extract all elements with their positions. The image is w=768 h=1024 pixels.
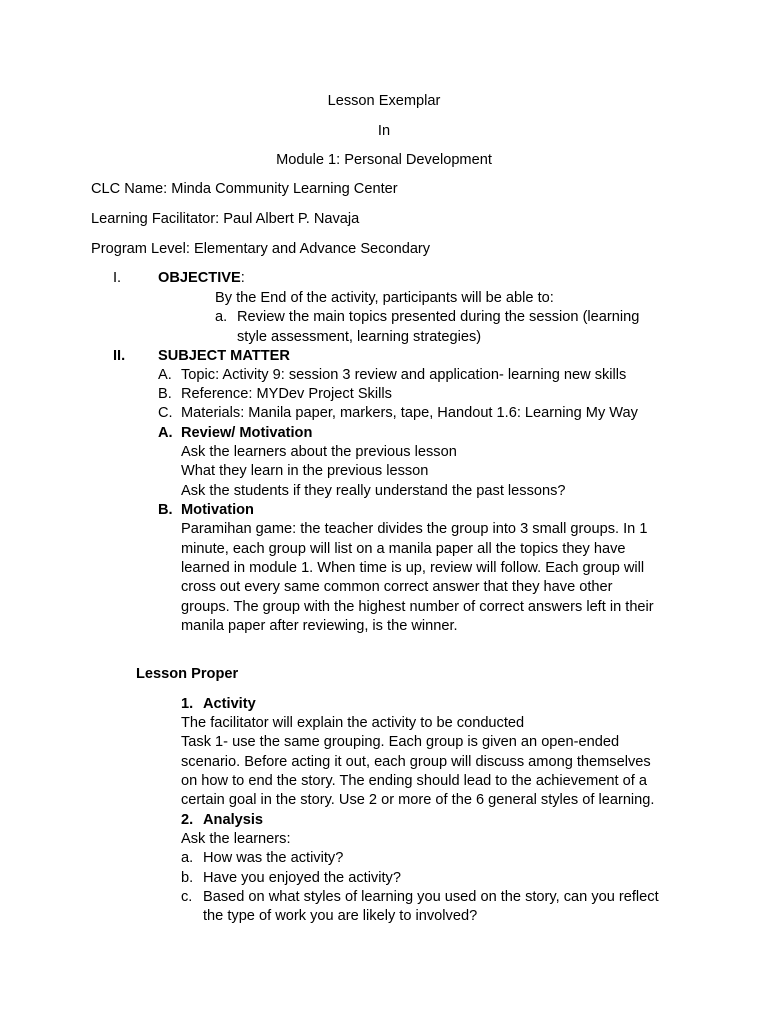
activity-line: certain goal in the story. Use 2 or more of the 6 general styles of learning. — [181, 792, 655, 808]
activity-line: The facilitator will explain the activity to be conducted — [181, 715, 525, 731]
activity-line: on how to end the story. The ending should lead to the achievement of a — [181, 773, 647, 789]
analysis-item-letter: b. — [181, 870, 194, 886]
activity-heading: Activity — [203, 696, 256, 712]
analysis-item: Based on what styles of learning you used on the story, can you reflect — [203, 889, 659, 905]
objective-intro: By the End of the activity, participants will be able to: — [215, 290, 554, 306]
analysis-item-letter: a. — [181, 850, 194, 866]
lesson-title: Lesson Exemplar — [327, 93, 441, 109]
analysis-item: How was the activity? — [203, 850, 344, 866]
learning-facilitator: Learning Facilitator: Paul Albert P. Navaja — [91, 211, 360, 227]
objective-item-a-line1: Review the main topics presented during the session (learning — [237, 309, 640, 325]
objective-item-a-letter: a. — [215, 309, 228, 325]
module-title: Module 1: Personal Development — [276, 152, 492, 168]
review-heading: Review/ Motivation — [181, 425, 313, 441]
motivation-line: groups. The group with the highest number of correct answers left in their — [181, 599, 654, 615]
objective-numeral: I. — [113, 270, 122, 286]
objective-item-a-line2: style assessment, learning strategies) — [237, 329, 482, 345]
objective-colon: : — [240, 270, 245, 286]
motivation-line: learned in module 1. When time is up, review will follow. Each group will — [181, 560, 645, 576]
subject-item-letter: C. — [158, 405, 173, 421]
review-letter: A. — [158, 425, 173, 441]
lesson-in: In — [377, 123, 391, 139]
subject-item-topic: Topic: Activity 9: session 3 review and application- learning new skills — [181, 367, 627, 383]
activity-line: Task 1- use the same grouping. Each group is given an open-ended — [181, 734, 620, 750]
clc-name: CLC Name: Minda Community Learning Center — [91, 181, 398, 197]
activity-number: 1. — [181, 696, 194, 712]
objective-heading: OBJECTIVE — [158, 270, 241, 286]
motivation-heading: Motivation — [181, 502, 254, 518]
subject-item-reference: Reference: MYDev Project Skills — [181, 386, 392, 402]
analysis-item-letter: c. — [181, 889, 193, 905]
analysis-heading: Analysis — [203, 812, 264, 828]
analysis-item: Have you enjoyed the activity? — [203, 870, 401, 886]
review-line: Ask the students if they really understand the past lessons? — [181, 483, 566, 499]
motivation-line: minute, each group will list on a manila paper all the topics they have — [181, 541, 626, 557]
subject-numeral: II. — [113, 348, 126, 364]
motivation-letter: B. — [158, 502, 173, 518]
subject-heading: SUBJECT MATTER — [158, 348, 290, 364]
program-level: Program Level: Elementary and Advance Secondary — [91, 241, 431, 257]
analysis-intro: Ask the learners: — [181, 831, 291, 847]
review-line: Ask the learners about the previous lesson — [181, 444, 457, 460]
analysis-item-c-line2: the type of work you are likely to involved? — [203, 908, 478, 924]
motivation-line: manila paper after reviewing, is the winner. — [181, 618, 458, 634]
activity-line: scenario. Before acting it out, each group will discuss among themselves — [181, 754, 651, 770]
subject-item-materials: Materials: Manila paper, markers, tape, Handout 1.6: Learning My Way — [181, 405, 638, 421]
review-line: What they learn in the previous lesson — [181, 463, 429, 479]
subject-item-letter: A. — [158, 367, 172, 383]
motivation-line: cross out every same common correct answer that they have other — [181, 579, 613, 595]
motivation-line: Paramihan game: the teacher divides the group into 3 small groups. In 1 — [181, 521, 648, 537]
lesson-proper-heading: Lesson Proper — [136, 666, 239, 682]
subject-item-letter: B. — [158, 386, 172, 402]
objective-heading-wrap — [158, 269, 245, 288]
analysis-number: 2. — [181, 812, 194, 828]
